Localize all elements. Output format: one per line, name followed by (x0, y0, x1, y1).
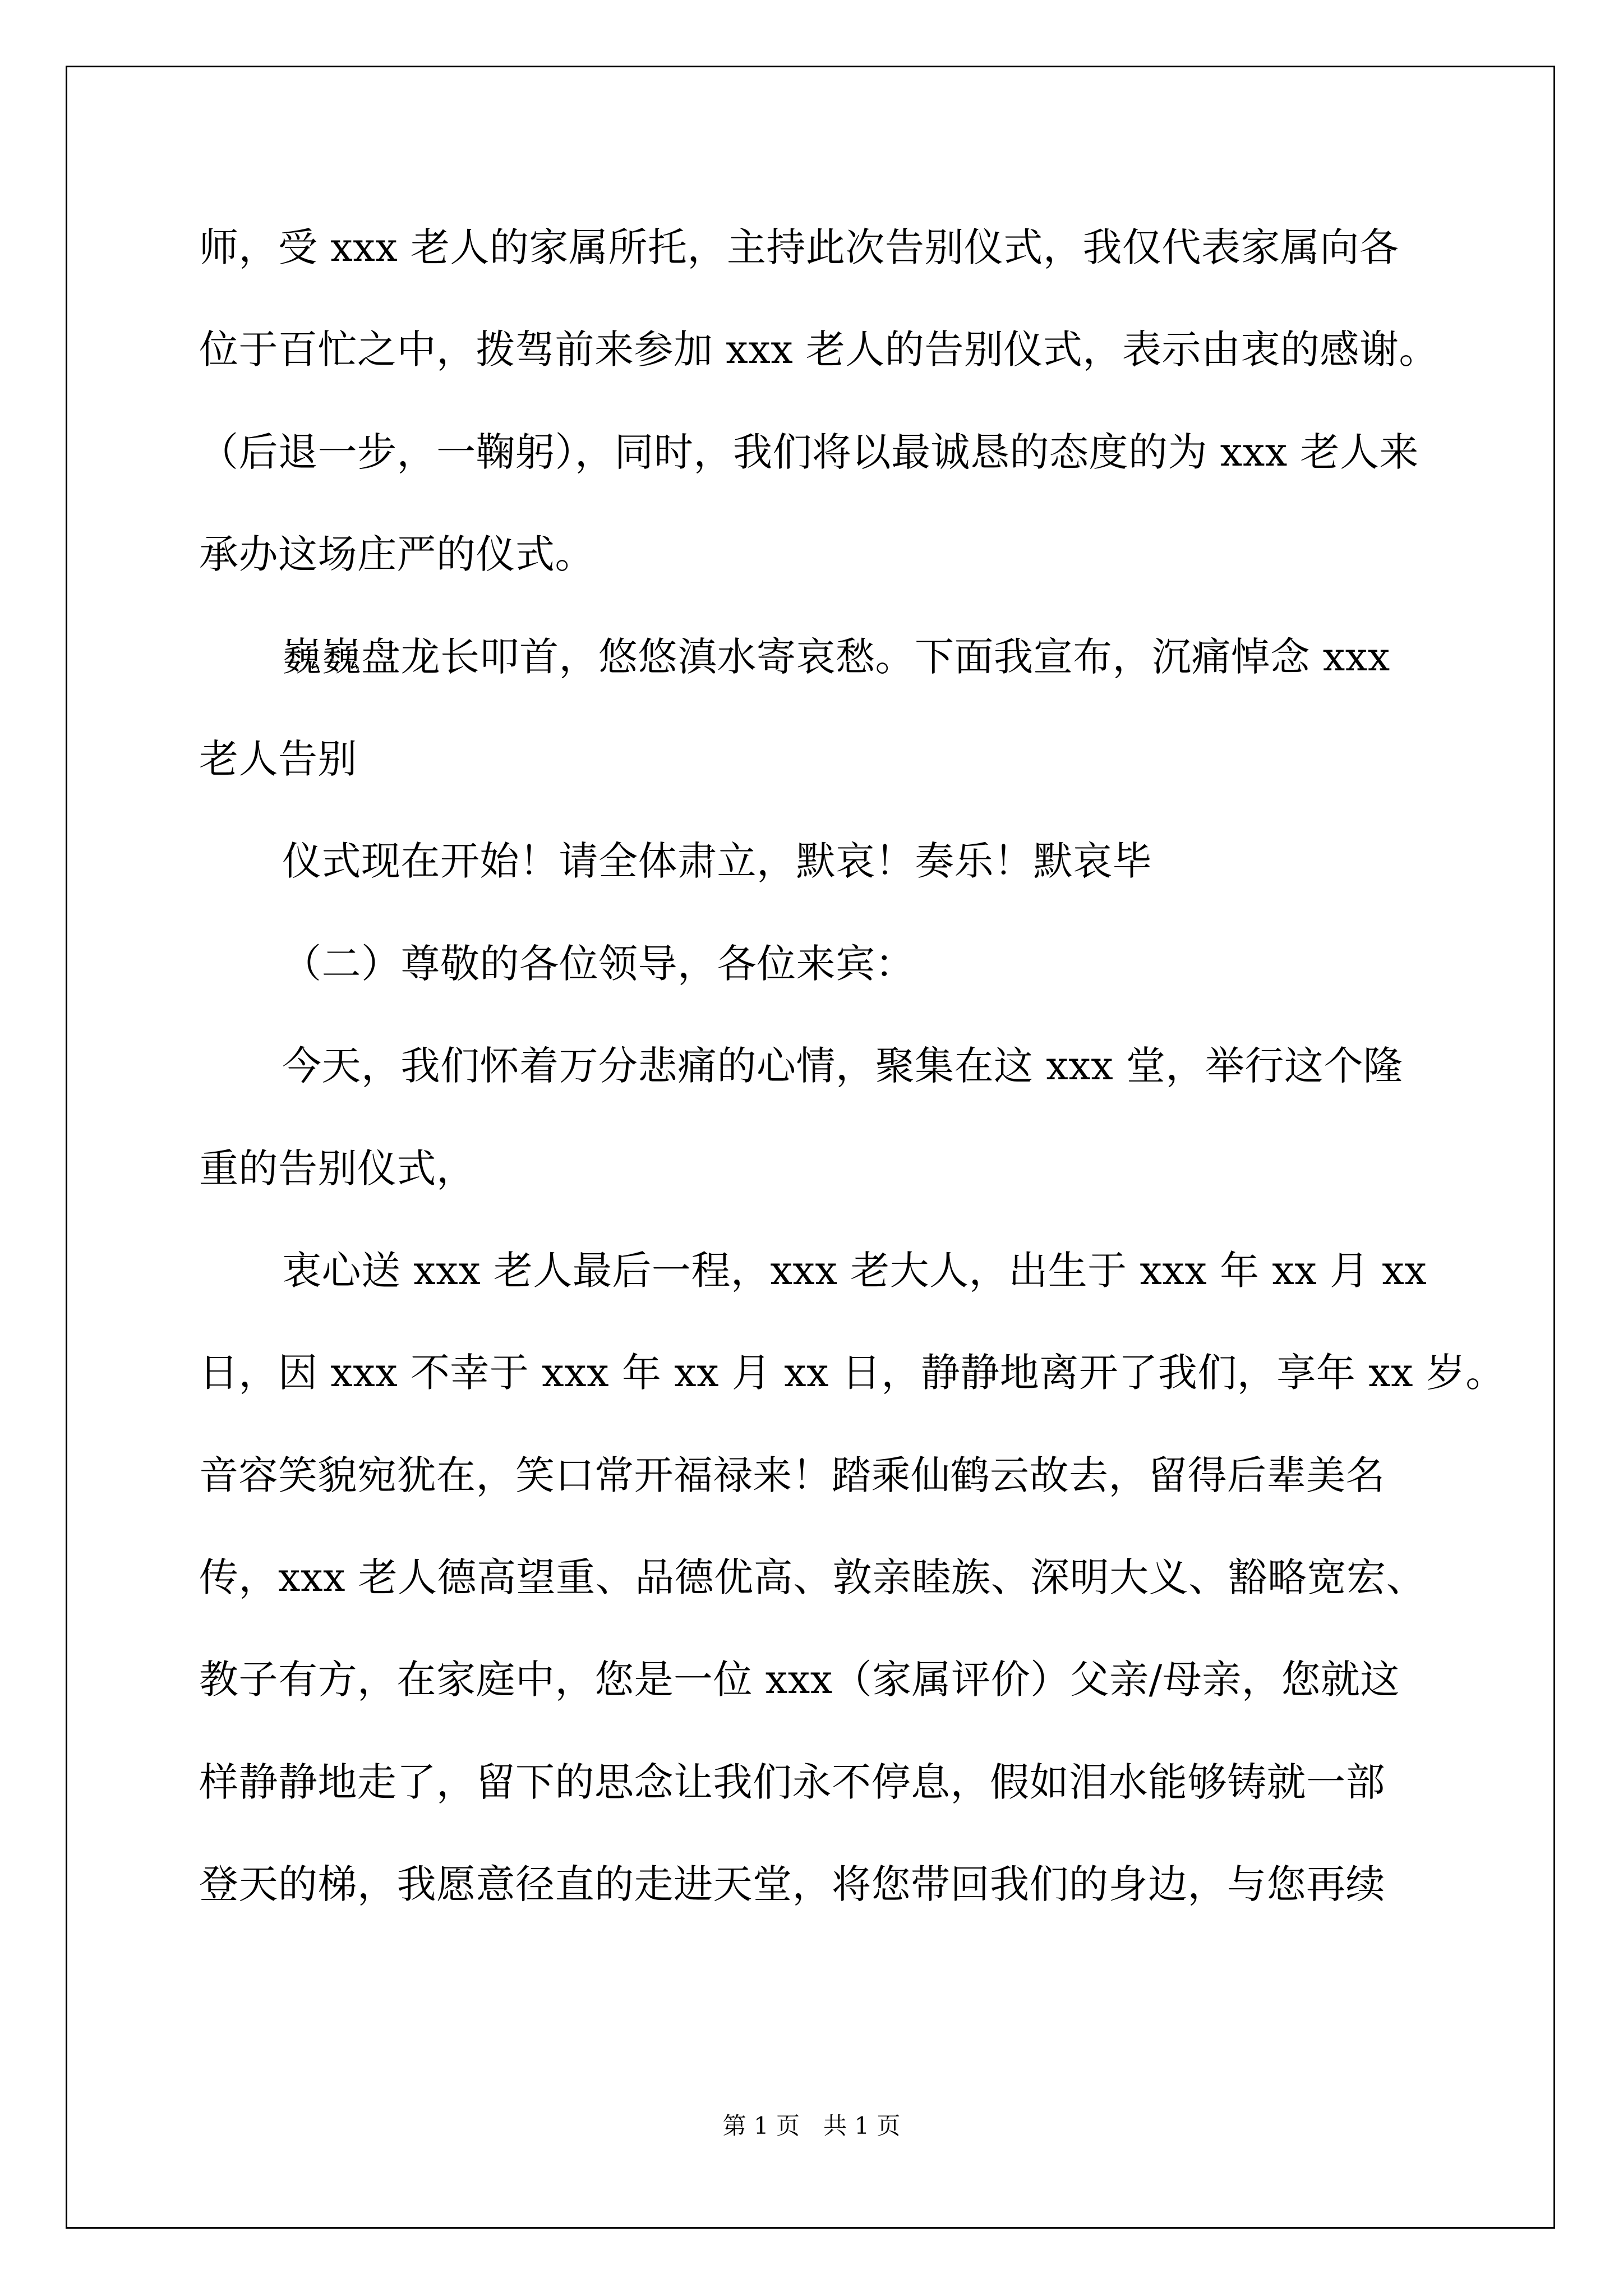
text-line-10: 重的告别仪式， (199, 1145, 476, 1191)
text-line-14: 传，xxx 老人德高望重、品德优高、敦亲睦族、深明大义、豁略宽宏、 (199, 1554, 1426, 1601)
text-line-8: （二）尊敬的各位领导，各位来宾： (282, 940, 915, 987)
text-line-13: 音容笑貌宛犹在，笑口常开福禄来！踏乘仙鹤云故去，留得后辈美名 (199, 1452, 1385, 1498)
text-line-6: 老人告别 (199, 735, 357, 782)
text-line-17: 登天的梯，我愿意径直的走进天堂，将您带回我们的身边，与您再续 (199, 1861, 1385, 1908)
document-body (199, 196, 1523, 1936)
text-line-3: （后退一步，一鞠躬），同时，我们将以最诚恳的态度的为 xxx 老人来 (199, 429, 1419, 475)
text-line-7: 仪式现在开始！请全体肃立，默哀！奏乐！默哀毕 (282, 838, 1152, 885)
text-line-4: 承办这场庄严的仪式。 (199, 531, 594, 578)
text-line-11: 衷心送 xxx 老人最后一程，xxx 老大人，出生于 xxx 年 xx 月 xx (282, 1247, 1427, 1294)
text-line-1: 师，受 xxx 老人的家属所托，主持此次告别仪式，我仅代表家属向各 (199, 224, 1399, 270)
text-line-16: 样静静地走了，留下的思念让我们永不停息，假如泪水能够铸就一部 (199, 1759, 1385, 1805)
text-line-12: 日，因 xxx 不幸于 xxx 年 xx 月 xx 日，静静地离开了我们，享年 xx 岁。 (199, 1350, 1505, 1396)
text-line-2: 位于百忙之中，拨驾前来参加 xxx 老人的告别仪式，表示由衷的感谢。 (199, 326, 1438, 373)
page-number-footer: 第 1 页 共 1 页 (722, 2112, 901, 2139)
text-line-9: 今天，我们怀着万分悲痛的心情，聚集在这 xxx 堂，举行这个隆 (282, 1043, 1403, 1089)
text-line-15: 教子有方，在家庭中，您是一位 xxx（家属评价）父亲/母亲，您就这 (199, 1657, 1400, 1703)
text-line-5: 巍巍盘龙长叩首，悠悠滇水寄哀愁。下面我宣布，沉痛悼念 xxx (282, 633, 1390, 680)
